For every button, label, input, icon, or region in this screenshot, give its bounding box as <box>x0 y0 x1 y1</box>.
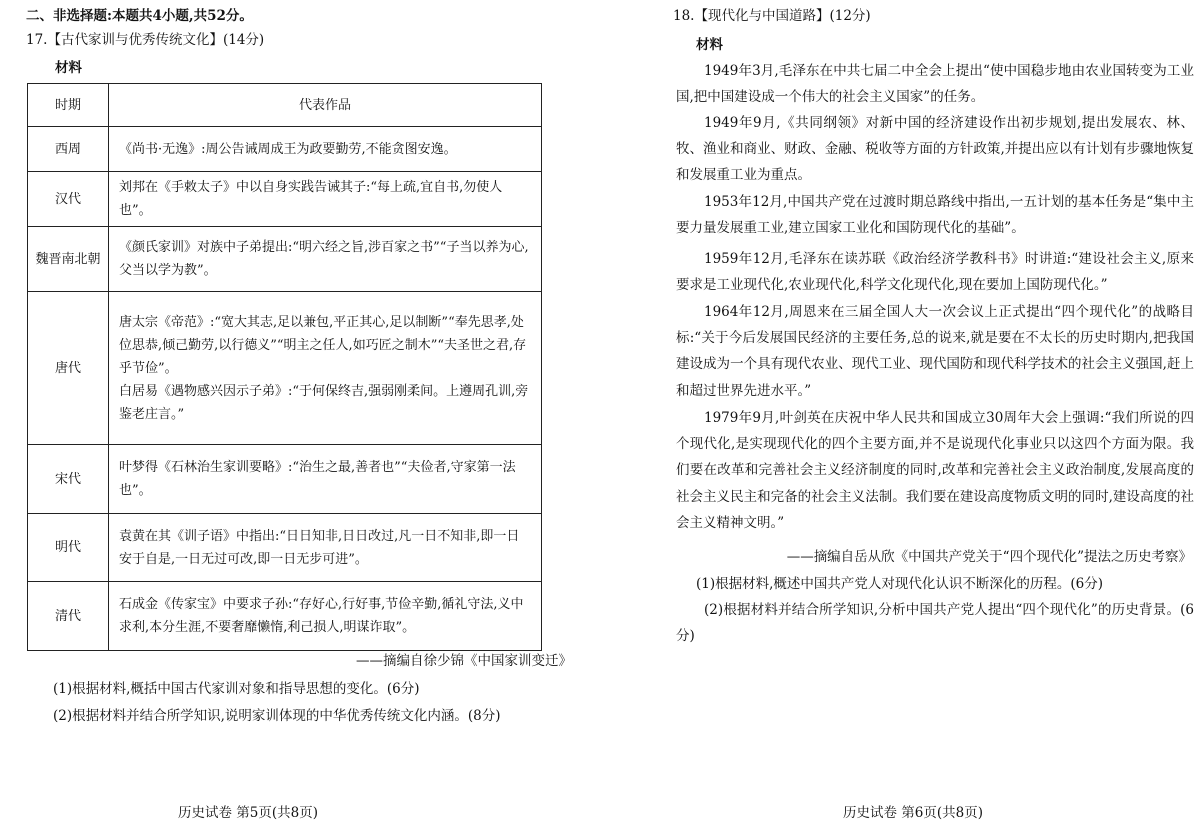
header-works: 代表作品 <box>109 84 542 127</box>
row-works <box>109 514 542 582</box>
row-period: 西周 <box>28 127 109 172</box>
material-paragraph: 1949年9月,《共同纲领》对新中国的经济建设作出初步规划,提出发展农、林、牧、渔业和商业、财政、金融、税收等方面的方针政策,并提出应以有计划有步骤地恢复和发展重工业为重点。 <box>676 115 1194 184</box>
works-text: 叶梦得《石林治生家训要略》:“治生之最,善者也”“夫俭者,守家第一法也”。 <box>119 460 516 498</box>
row-period: 唐代 <box>28 292 109 445</box>
works-text: 石成金《传家宝》中要求子孙:“存好心,行好事,节俭辛勤,循礼守法,义中求利,本分生涯,不要奢靡懒惰,利己损人,明谋诈取”。 <box>119 597 524 635</box>
row-period: 清代 <box>28 582 109 651</box>
material-paragraph: 1964年12月,周恩来在三届全国人大一次会议上正式提出“四个现代化”的战略目标:“关于今后发展国民经济的主要任务,总的说来,就是要在不太长的历史时期内,把我国建设成为一个具有现代农业、现代工业、现代国防和现代科学技术的社会主义强国,赶上和超过世界先进水平。” <box>676 304 1194 399</box>
row-works <box>109 127 542 172</box>
row-period: 汉代 <box>28 172 109 227</box>
header-period: 时期 <box>28 84 109 127</box>
material-label: 材料 <box>696 37 723 53</box>
material-paragraph: 1979年9月,叶剑英在庆祝中华人民共和国成立30周年大会上强调:“我们所说的四个现代化,是实现现代化的四个主要方面,并不是说现代化事业只以这四个方面为限。我们要在改革和完善社会主义经济制度的同时,改革和完善社会主义政治制度,发展高度的社会主义民主和完备的社会主义法制。我们要在建设高度物质文明的同时,建设高度的社会主义精神文明。” <box>676 410 1194 531</box>
table-row <box>28 582 542 651</box>
row-period: 明代 <box>28 514 109 582</box>
question-17-1: (1)根据材料,概括中国古代家训对象和指导思想的变化。(6分) <box>53 681 420 697</box>
page-footer: 历史试卷 第5页(共8页) <box>178 805 319 821</box>
source-citation: ——摘编自岳从欣《中国共产党关于“四个现代化”提法之历史考察》 <box>786 549 1192 565</box>
table-row <box>28 227 542 292</box>
question-18-2: (2)根据材料并结合所学知识,分析中国共产党人提出“四个现代化”的历史背景。(6分) <box>676 602 1194 644</box>
page-footer: 历史试卷 第6页(共8页) <box>843 805 984 821</box>
family-instruction-table <box>27 83 542 651</box>
row-works <box>109 292 542 445</box>
table-row <box>28 292 542 445</box>
works-text: 袁黄在其《训子语》中指出:“日日知非,日日改过,凡一日不知非,即一日安于自是,一日无过可改,即一日无步可进”。 <box>119 528 520 567</box>
row-works <box>109 227 542 292</box>
material-paragraph: 1953年12月,中国共产党在过渡时期总路线中指出,一五计划的基本任务是“集中主要力量发展重工业,建立国家工业化和国防现代化的基础”。 <box>676 194 1194 237</box>
works-text: 刘邦在《手敕太子》中以自身实践告诫其子:“每上疏,宜自书,勿使人也”。 <box>119 180 503 218</box>
row-works <box>109 172 542 227</box>
row-works <box>109 445 542 514</box>
material-paragraph: 1959年12月,毛泽东在读苏联《政治经济学教科书》时讲道:“建设社会主义,原来要求是工业现代化,农业现代化,科学文化现代化,现在要加上国防现代化。” <box>676 251 1194 294</box>
question-18-title: 18.【现代化与中国道路】(12分) <box>673 8 871 24</box>
table-header-row <box>28 84 542 127</box>
works-text: 《颜氏家训》对族中子弟提出:“明六经之旨,涉百家之书”“子当以养为心,父当以学为教”。 <box>119 240 529 278</box>
section-title: 二、非选择题:本题共4小题,共52分。 <box>26 8 253 24</box>
question-17-title: 17.【古代家训与优秀传统文化】(14分) <box>26 32 265 48</box>
material-paragraph: 1949年3月,毛泽东在中共七届二中全会上提出“使中国稳步地由农业国转变为工业国,把中国建设成一个伟大的社会主义国家”的任务。 <box>676 63 1194 106</box>
source-citation: ——摘编自徐少锦《中国家训变迁》 <box>356 653 572 669</box>
table-row <box>28 445 542 514</box>
question-18-1: (1)根据材料,概述中国共产党人对现代化认识不断深化的历程。(6分) <box>696 576 1104 592</box>
row-period: 魏晋南北朝 <box>28 227 109 292</box>
row-period: 宋代 <box>28 445 109 514</box>
material-label: 材料 <box>55 60 82 76</box>
table-row <box>28 514 542 582</box>
right-page <box>600 0 1200 834</box>
table-row <box>28 127 542 172</box>
works-text: 白居易《遇物感兴因示子弟》:“于何保终吉,强弱刚柔间。上遵周孔训,旁鉴老庄言。” <box>119 383 529 422</box>
works-text: 唐太宗《帝范》:“宽大其志,足以兼包,平正其心,足以制断”“奉先思孝,处位思恭,倾己勤劳,以行德义”“明主之任人,如巧匠之制木”“夫圣世之君,存乎节俭”。 <box>119 314 527 376</box>
row-works <box>109 582 542 651</box>
works-text: 《尚书·无逸》:周公告诫周成王为政要勤劳,不能贪图安逸。 <box>119 141 457 157</box>
question-17-2: (2)根据材料并结合所学知识,说明家训体现的中华优秀传统文化内涵。(8分) <box>53 708 501 724</box>
table-row <box>28 172 542 227</box>
